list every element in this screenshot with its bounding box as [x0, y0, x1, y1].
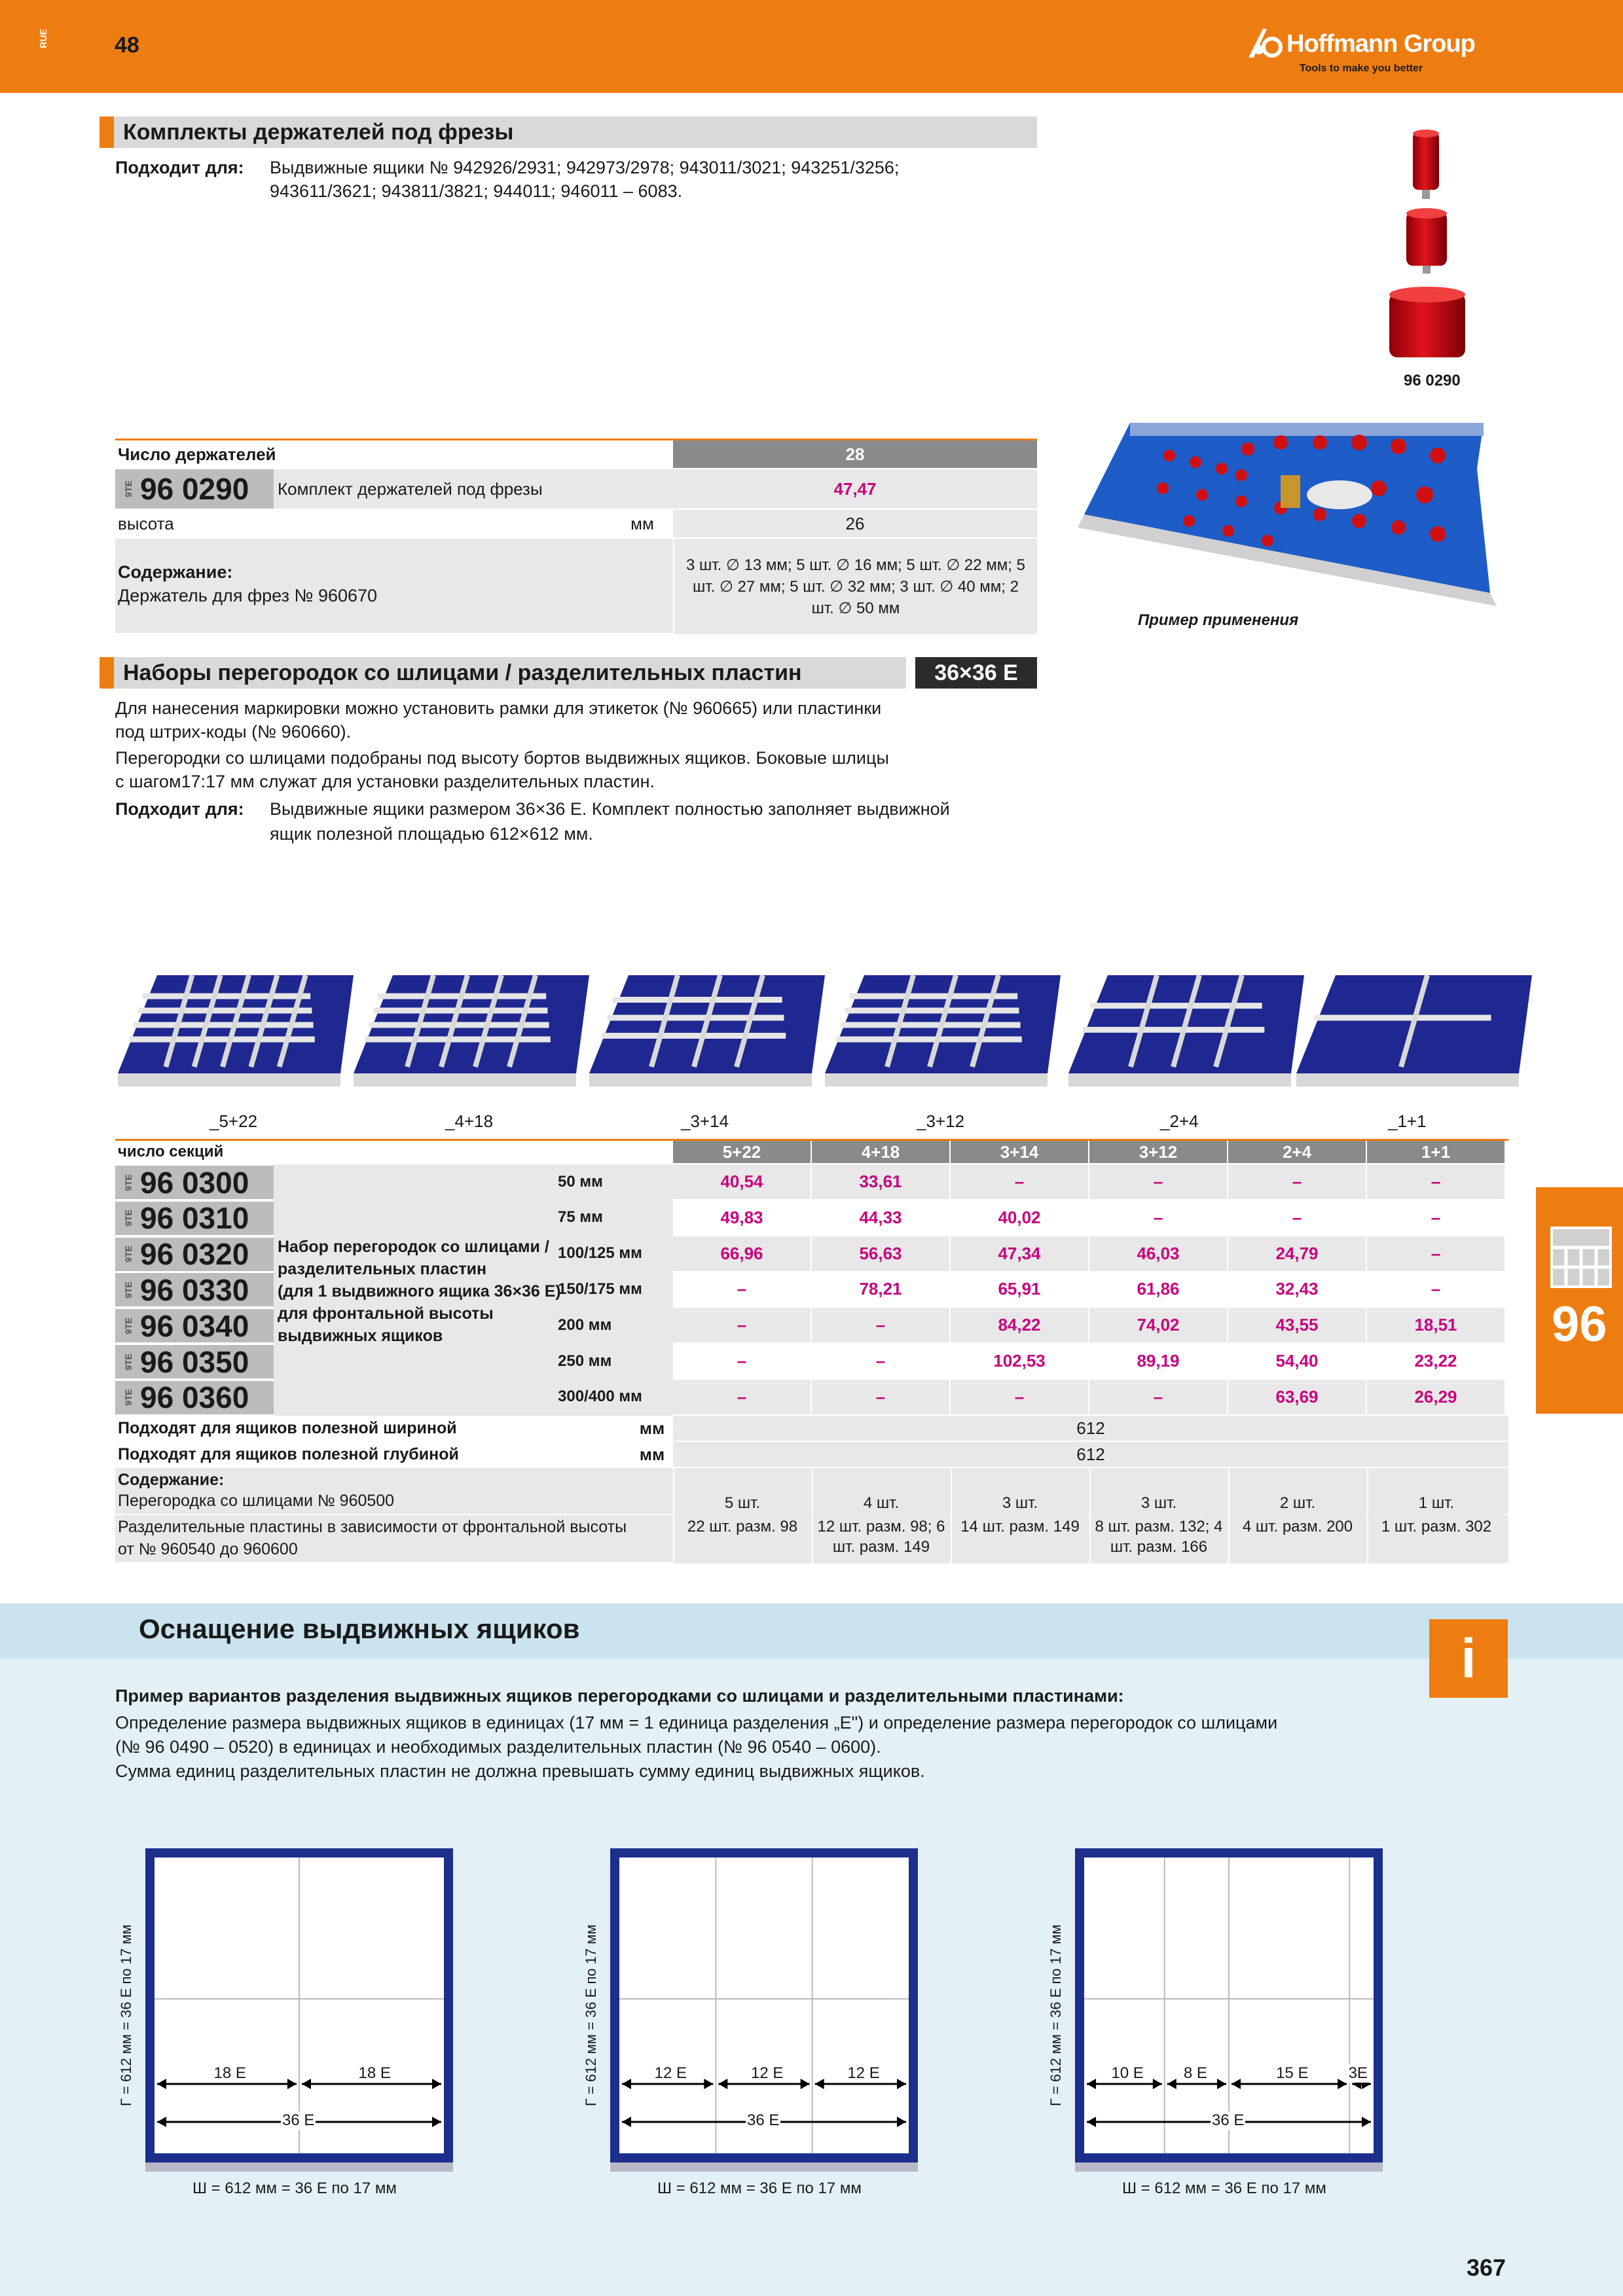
article-number-text: 96 0340 [140, 1308, 249, 1343]
holders-value: 28 [673, 440, 1037, 468]
application-example-image [1071, 397, 1503, 613]
desc-line-3: Перегородки со шлицами подобраны под высоту бортов выдвижных ящиков. Боковые шлицы [115, 748, 889, 768]
price-cell: 56,63 [812, 1236, 949, 1271]
info-icon: i [1429, 1619, 1508, 1698]
article-code: 9TE [123, 1246, 134, 1263]
price-cell: 18,51 [1367, 1308, 1504, 1342]
set-image-label: _3+12 [917, 1111, 965, 1131]
article-code: 9TE [123, 1210, 134, 1227]
info-line-2: (№ 96 0490 – 0520) в единицах и необходимых разделительных пластин (№ 96 0540 – 0600). [115, 1737, 881, 1757]
price-cell: 54,40 [1228, 1344, 1366, 1378]
set-desc-5: выдвижных ящиков [278, 1327, 443, 1345]
price-cell: – [1367, 1200, 1504, 1235]
col-head-4: 2+4 [1228, 1141, 1366, 1163]
partition-count: 3 шт. [951, 1468, 1088, 1515]
set-image-label: _2+4 [1160, 1111, 1199, 1131]
division-diagram-2 [1075, 1848, 1383, 2182]
set-image-label: _4+18 [445, 1111, 494, 1131]
article-code: 9TE [123, 1389, 134, 1407]
price-cell: – [1228, 1164, 1366, 1199]
price-cell: – [1367, 1236, 1504, 1271]
height-row [115, 510, 1037, 539]
table-row [115, 1380, 1508, 1416]
desc-line-2: под штрих-коды (№ 960660). [115, 722, 352, 742]
price-cell: 24,79 [1228, 1236, 1366, 1271]
partition-content-row [115, 1468, 1508, 1515]
article-number-text: 96 0300 [140, 1165, 249, 1200]
price-cell: 78,21 [812, 1272, 949, 1306]
unit-label: 12 E [654, 2064, 687, 2082]
unit-label: 18 E [358, 2064, 391, 2082]
width-dimension-label: Ш = 612 мм = 36 E по 17 мм [657, 2179, 862, 2197]
set-image-5 [1296, 962, 1532, 1100]
article-number-text: 96 0360 [140, 1380, 249, 1415]
set-desc-3: (для 1 выдвижного ящика 36×36 E) [278, 1282, 561, 1300]
unit-label: 8 E [1183, 2064, 1207, 2082]
fits2-line-1: Выдвижные ящики размером 36×36 E. Комплект полностью заполняет выдвижной [270, 799, 950, 819]
price-cell: – [673, 1380, 811, 1414]
set-desc-4: для фронтальной высоты [278, 1304, 494, 1323]
article-number [115, 1238, 274, 1271]
price-cell: 43,55 [1228, 1308, 1366, 1342]
unit-label: 12 E [847, 2064, 880, 2082]
price-cell: – [673, 1344, 811, 1378]
height-value: 26 [673, 510, 1037, 537]
content-value: 3 шт. ∅ 13 мм; 5 шт. ∅ 16 мм; 5 шт. ∅ 22 мм; 5 шт. ∅ 27 мм; 5 шт. ∅ 32 мм; 3 шт. ∅ 40 мм; 2 шт. ∅ 50 мм [673, 539, 1037, 634]
height-dimension-label: Г = 612 мм = 36 E по 17 мм [583, 1924, 599, 2106]
plate-count: 12 шт. разм. 98; 6 шт. разм. 149 [812, 1515, 949, 1564]
height-dimension-label: Г = 612 мм = 36 E по 17 мм [118, 1924, 134, 2106]
set-desc-1: Набор перегородок со шлицами / [278, 1238, 549, 1256]
holders-row [115, 440, 1037, 469]
content2-line-2b: от № 960540 до 960600 [118, 1540, 298, 1558]
front-height: 300/400 мм [558, 1388, 642, 1406]
sections-label: число секций [118, 1143, 224, 1160]
partition-count: 4 шт. [812, 1468, 949, 1515]
content-row [115, 539, 1037, 634]
sections-header-row [115, 1141, 1508, 1164]
col-head-3: 3+12 [1089, 1141, 1227, 1163]
size-badge: 36×36 E [915, 657, 1037, 689]
price-cell: – [673, 1308, 811, 1342]
plate-count: 8 шт. разм. 132; 4 шт. разм. 166 [1089, 1515, 1227, 1564]
price-cell: 61,86 [1089, 1272, 1227, 1306]
fits-label: Подходит для: [115, 158, 244, 177]
price-cell: 74,02 [1089, 1308, 1227, 1342]
division-diagram-0 [145, 1848, 453, 2182]
table-row [115, 1344, 1508, 1380]
price-cell: 66,96 [673, 1236, 811, 1271]
price-cell: – [812, 1380, 949, 1414]
price-cell: – [1089, 1200, 1227, 1235]
height-label: высота [118, 513, 174, 533]
price-cell: – [951, 1164, 1088, 1199]
price-cell: 47,34 [951, 1236, 1088, 1271]
set-image-2 [589, 962, 825, 1100]
front-height: 200 мм [558, 1316, 612, 1334]
height-unit: мм [630, 513, 654, 533]
section-title-bar [100, 117, 1037, 148]
set-desc-2: разделительных пластин [278, 1260, 487, 1278]
article-code: 9TE [123, 1174, 134, 1191]
table-row [115, 1164, 1508, 1200]
article-description: Комплект держателей под фрезы [278, 478, 543, 499]
front-height: 100/125 мм [558, 1244, 642, 1263]
holder-set-image [1381, 124, 1486, 373]
price-cell: 33,61 [812, 1164, 949, 1199]
price-cell: – [1367, 1164, 1504, 1199]
article-number [115, 1381, 274, 1414]
height-dimension-label: Г = 612 мм = 36 E по 17 мм [1048, 1924, 1064, 2106]
article-number-text: 96 0330 [140, 1272, 249, 1307]
width-row [115, 1416, 1508, 1442]
width-label: Подходят для ящиков полезной шириной [118, 1418, 457, 1437]
article-number [115, 1309, 274, 1342]
article-number [115, 469, 274, 509]
total-units-label: 36 E [747, 2111, 780, 2129]
front-height: 75 мм [558, 1208, 603, 1227]
article-code: 9TE [123, 1282, 134, 1299]
price-cell: – [812, 1344, 949, 1378]
desc-line-1: Для нанесения маркировки можно установить рамки для этикеток (№ 960665) или пластинки [115, 698, 882, 718]
unit-label: 15 E [1276, 2064, 1309, 2082]
price-cell: 46,03 [1089, 1236, 1227, 1271]
col-head-1: 4+18 [812, 1141, 949, 1163]
article-code: 9TE [123, 1353, 134, 1371]
brand-tagline: Tools to make you better [1300, 63, 1423, 74]
price-cell: 49,83 [673, 1200, 811, 1235]
partition-count: 3 шт. [1089, 1468, 1227, 1515]
desc-line-4: с шагом17:17 мм служат для установки разделительных пластин. [115, 772, 655, 791]
price-cell: – [1089, 1164, 1227, 1199]
info-line-1: Определение размера выдвижных ящиков в единицах (17 мм = 1 единица разделения „E") и определение размера перегородок со шлицами [115, 1713, 1278, 1732]
unit-label: 18 E [213, 2064, 246, 2082]
hoffmann-logo-icon [1247, 26, 1284, 59]
fits-text-2: 943611/3621; 943811/3821; 944011; 946011 – 6083. [270, 181, 683, 201]
info-line-3: Сумма единиц разделительных пластин не должна превышать сумму единиц выдвижных ящиков. [115, 1761, 925, 1781]
price-cell: 44,33 [812, 1200, 949, 1235]
article-row [115, 469, 1037, 510]
info-title: Оснащение выдвижных ящиков [139, 1613, 580, 1644]
language-code: RUE [38, 29, 48, 48]
info-heading: Пример вариантов разделения выдвижных ящиков перегородками со шлицами и разделительными пластинами: [115, 1686, 1124, 1706]
depth-unit: мм [639, 1444, 665, 1464]
depth-row [115, 1442, 1508, 1468]
plate-count: 4 шт. разм. 200 [1228, 1515, 1366, 1564]
image-caption: 96 0290 [1404, 372, 1461, 389]
set-image-3 [825, 962, 1061, 1100]
set-image-4 [1068, 962, 1304, 1100]
price-cell: 26,29 [1367, 1380, 1504, 1414]
set-description [278, 1236, 561, 1347]
fits-text-1: Выдвижные ящики № 942926/2931; 942973/2978; 943011/3021; 943251/3256; [270, 158, 900, 177]
plate-count: 1 шт. разм. 302 [1367, 1515, 1504, 1564]
price-cell: 89,19 [1089, 1344, 1227, 1378]
width-dimension-label: Ш = 612 мм = 36 E по 17 мм [192, 2179, 397, 2197]
price-cell: 63,69 [1228, 1380, 1366, 1414]
table-row [115, 1200, 1508, 1236]
partition-count: 5 шт. [673, 1468, 811, 1515]
col-head-2: 3+14 [951, 1141, 1088, 1163]
article-number [115, 1273, 274, 1306]
article-number-text: 96 0320 [140, 1237, 249, 1272]
price-cell: – [951, 1380, 1088, 1414]
depth-value: 612 [673, 1442, 1508, 1467]
partition-count: 2 шт. [1228, 1468, 1366, 1515]
plate-count: 14 шт. разм. 149 [951, 1515, 1088, 1564]
front-height: 50 мм [558, 1172, 603, 1191]
content2-line-2a: Разделительные пластины в зависимости от фронтальной высоты [118, 1518, 627, 1536]
front-height: 150/175 мм [558, 1280, 642, 1298]
width-unit: мм [639, 1418, 665, 1438]
price-cell: 23,22 [1367, 1344, 1504, 1378]
section-title: Комплекты держателей под фрезы [123, 120, 514, 145]
price-cell: 65,91 [951, 1272, 1088, 1306]
section2-title-bar [100, 657, 906, 689]
set-image-1 [354, 962, 589, 1100]
division-diagram-1 [610, 1848, 918, 2182]
price-cell: – [1089, 1380, 1227, 1414]
unit-label: 12 E [751, 2064, 784, 2082]
fits2-line-2: ящик полезной площадью 612×612 мм. [270, 824, 593, 844]
front-height: 250 мм [558, 1352, 612, 1370]
page-number-right: 367 [1467, 2254, 1506, 2281]
article-price: 47,47 [833, 478, 877, 499]
holders-label: Число держателей [118, 444, 276, 464]
price-cell: 40,02 [951, 1200, 1088, 1235]
article-number-text: 96 0350 [140, 1344, 249, 1379]
unit-label: 3E [1348, 2064, 1368, 2082]
article-number [115, 1202, 274, 1235]
price-cell: 102,53 [951, 1344, 1088, 1378]
article-number-text: 96 0310 [140, 1201, 249, 1236]
application-caption: Пример применения [1138, 611, 1299, 629]
col-head-5: 1+1 [1367, 1141, 1504, 1163]
article-number [115, 1345, 274, 1378]
price-cell: 84,22 [951, 1308, 1088, 1342]
price-cell: 40,54 [673, 1164, 811, 1199]
col-head-0: 5+22 [673, 1141, 811, 1163]
price-cell: – [673, 1272, 811, 1306]
partition-count: 1 шт. [1367, 1468, 1504, 1515]
price-cell: 32,43 [1228, 1272, 1366, 1306]
content2-label: Содержание: [118, 1471, 225, 1489]
total-units-label: 36 E [1212, 2111, 1245, 2129]
content-text: Держатель для фрез № 960670 [118, 586, 378, 605]
width-value: 612 [673, 1416, 1508, 1441]
drawer-grid-icon [1550, 1227, 1612, 1288]
chapter-number: 96 [1552, 1297, 1607, 1352]
article-code: 9TE [123, 1317, 134, 1335]
price-cell: – [812, 1308, 949, 1342]
set-image-label: _1+1 [1388, 1111, 1427, 1131]
article-number-text: 96 0290 [140, 472, 249, 506]
plates-content-row [115, 1515, 1508, 1564]
fits2-label: Подходит для: [115, 799, 244, 819]
set-image-label: _5+22 [210, 1111, 258, 1131]
content2-line-1: Перегородка со шлицами № 960500 [118, 1492, 395, 1510]
article-number [115, 1166, 274, 1199]
content-label: Содержание: [118, 562, 233, 582]
depth-label: Подходят для ящиков полезной глубиной [118, 1444, 459, 1463]
section2-title: Наборы перегородок со шлицами / разделительных пластин [123, 660, 802, 685]
price-cell: – [1228, 1200, 1366, 1235]
set-image-0 [118, 962, 354, 1100]
price-cell: – [1367, 1272, 1504, 1306]
plate-count: 22 шт. разм. 98 [673, 1515, 811, 1564]
brand-name: Hoffmann Group [1286, 30, 1475, 58]
set-image-label: _3+14 [681, 1111, 729, 1131]
page-number-left: 48 [115, 33, 139, 58]
width-dimension-label: Ш = 612 мм = 36 E по 17 мм [1122, 2179, 1326, 2197]
article-code: 9TE [123, 480, 134, 497]
total-units-label: 36 E [282, 2111, 315, 2129]
unit-label: 10 E [1111, 2064, 1144, 2082]
